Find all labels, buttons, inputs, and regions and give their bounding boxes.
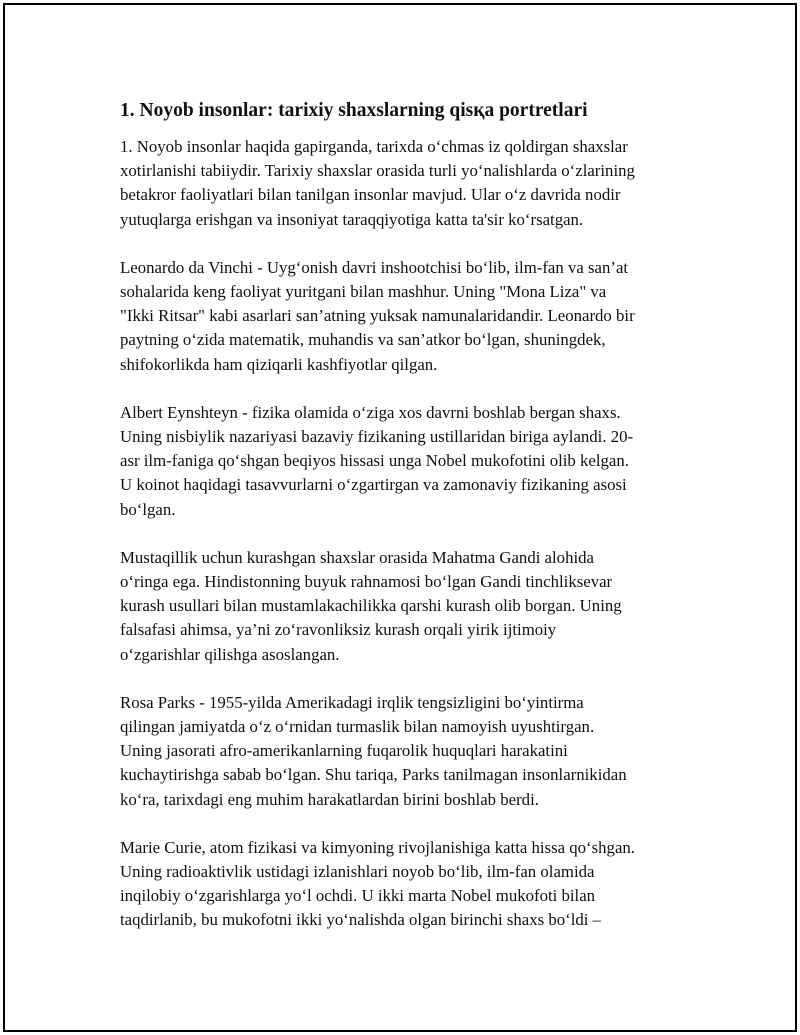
text-line: betakror faoliyatlari bilan tanilgan insonlar mavjud. Ular o‘z davrida nodir [120,185,621,205]
text-line: Uning jasorati afro-amerikanlarning fuqarolik huquqlari harakatini [120,741,568,761]
text-line: "Ikki Ritsar" kabi asarlari san’atning yuksak namunalaridandir. Leonardo bir [120,306,635,326]
document-heading: 1. Noyob insonlar: tarixiy shaxslarning qisқa portretlari [120,100,588,121]
text-line: inqilobiy o‘zgarishlarga yo‘l ochdi. U ikki marta Nobel mukofoti bilan [120,886,596,906]
paragraph-gandhi [120,546,700,667]
text-line: kurash usullari bilan mustamlakachilikka qarshi kurash olib borgan. Uning [120,596,622,616]
text-line: o‘ringa ega. Hindistonning buyuk rahnamosi bo‘lgan Gandi tinchliksevar [120,572,613,592]
text-line: Leonardo da Vinchi - Uyg‘onish davri inshootchisi bo‘lib, ilm-fan va san’at [120,257,629,277]
text-line: qilingan jamiyatda o‘z o‘rnidan turmaslik bilan namoyish uyushtirgan. [120,717,595,737]
document-body [120,97,700,957]
text-line: Mustaqillik uchun kurashgan shaxslar orasida Mahatma Gandi alohida [120,547,594,567]
text-line: falsafasi ahimsa, ya’ni zo‘ravonliksiz kurash orqali yirik ijtimoiy [120,620,557,640]
text-line: Uning nisbiylik nazariyasi bazaviy fizikaning ustillaridan biriga aylandi. 20- [120,427,634,447]
text-line: 1. Noyob insonlar haqida gapirganda, tarixda o‘chmas iz qoldirgan shaxslar [120,137,628,156]
text-line: U koinot haqidagi tasavvurlarni o‘zgartirgan va zamonaviy fizikaning asosi [120,475,627,495]
text-line: kuchaytirishga sabab bo‘lgan. Shu tariqa, Parks tanilmagan insonlarnikidan [120,765,627,785]
text-line: o‘zgarishlar qilishga asoslangan. [120,644,340,664]
text-line: asr ilm-faniga qo‘shgan beqiyos hissasi unga Nobel mukofotini olib kelgan. [120,451,629,471]
paragraph-rosa-parks [120,691,700,812]
text-line: bo‘lgan. [120,499,176,519]
paragraph-intro [120,135,700,232]
text-line: Rosa Parks - 1955-yilda Amerikadagi irqlik tengsizligini bo‘yintirma [120,692,584,712]
text-line: shifokorlikda ham qiziqarli kashfiyotlar qilgan. [120,354,438,374]
text-line: yutuqlarga erishgan va insoniyat taraqqiyotiga katta ta'sir ko‘rsatgan. [120,209,584,229]
page-frame [3,3,797,1032]
text-line: Uning radioaktivlik ustidagi izlanishlari noyob bo‘lib, ilm-fan olamida [120,862,595,882]
text-line: taqdirlanib, bu mukofotni ikki yo‘nalishda olgan birinchi shaxs bo‘ldi – [120,910,601,930]
text-line: xotirlanishi tabiiydir. Tarixiy shaxslar orasida turli yo‘nalishlarda o‘zlarining [120,161,635,181]
paragraph-marie-curie [120,836,700,933]
text-line: ko‘ra, tarixdagi eng muhim harakatlardan birini boshlab berdi. [120,789,539,809]
paragraph-einstein [120,401,700,522]
paragraph-leonardo [120,256,700,377]
text-line: sohalarida keng faoliyat yuritgani bilan mashhur. Uning "Mona Liza" va [120,282,607,302]
text-line: paytning o‘zida matematik, muhandis va san’atkor bo‘lgan, shuningdek, [120,330,606,350]
text-line: Marie Curie, atom fizikasi va kimyoning rivojlanishiga katta hissa qo‘shgan. [120,837,635,857]
text-line: Albert Eynshteyn - fizika olamida o‘ziga xos davrni boshlab bergan shaxs. [120,402,621,422]
